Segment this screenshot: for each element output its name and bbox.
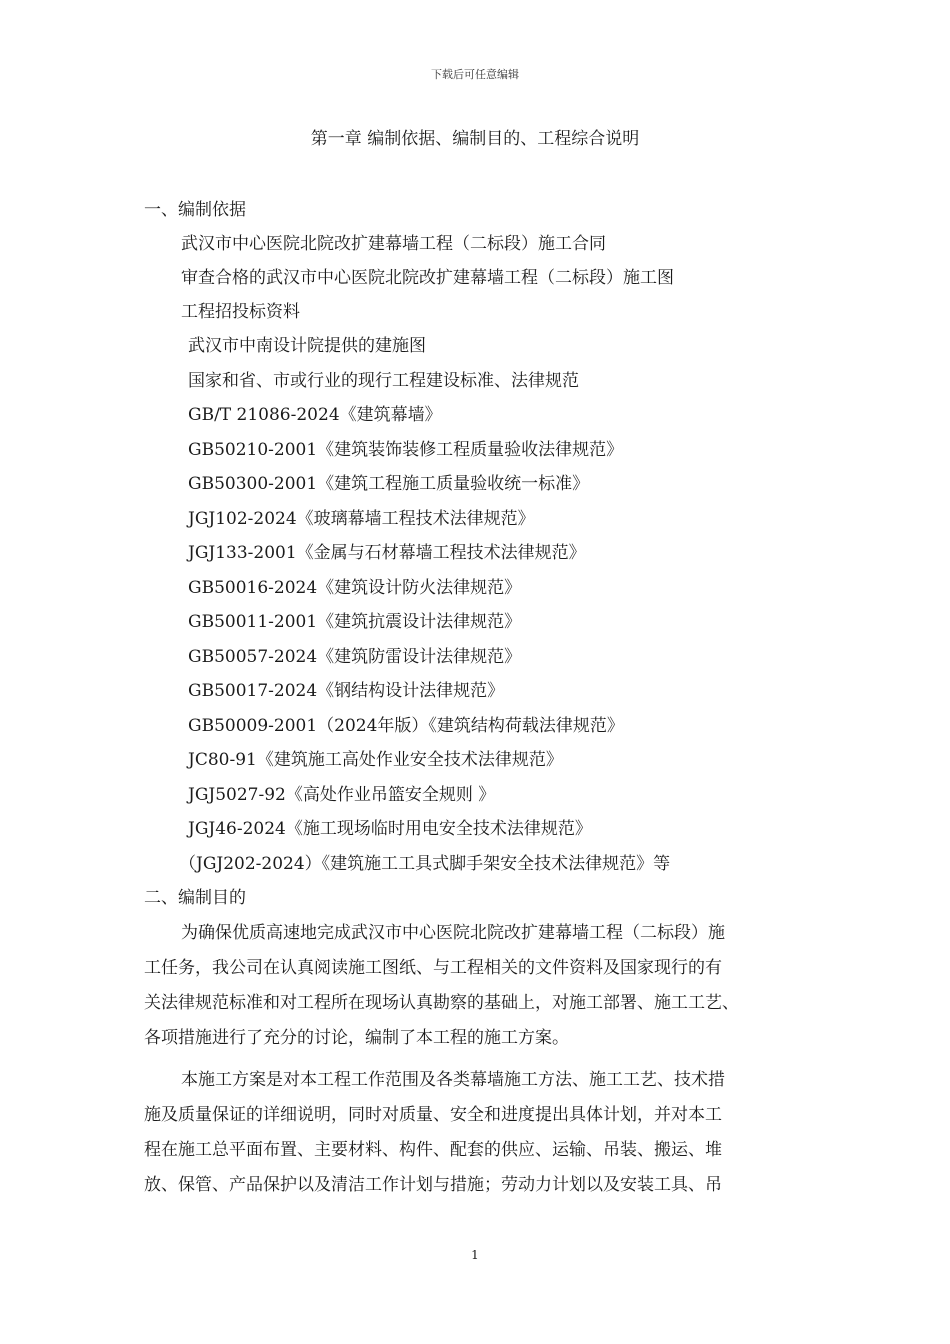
- standard-item: （JGJ202-2024）《建筑施工工具式脚手架安全技术法律规范》等: [179, 854, 671, 874]
- standard-item: GB50057-2024《建筑防雷设计法律规范》: [188, 647, 522, 667]
- standard-item: GB50017-2024《钢结构设计法律规范》: [188, 681, 505, 701]
- standard-item: GB50011-2001《建筑抗震设计法律规范》: [188, 612, 522, 632]
- paragraph-line: 放、保管、产品保护以及清洁工作计划与措施；劳动力计划以及安装工具、吊: [144, 1175, 722, 1195]
- basis-item: 武汉市中南设计院提供的建施图: [188, 336, 426, 356]
- paragraph-line: 本施工方案是对本工程工作范围及各类幕墙施工方法、施工工艺、技术措: [181, 1070, 725, 1090]
- basis-item: 武汉市中心医院北院改扩建幕墙工程（二标段）施工合同: [181, 234, 606, 254]
- standard-item: GB50016-2024《建筑设计防火法律规范》: [188, 578, 522, 598]
- chapter-title: 第一章 编制依据、编制目的、工程综合说明: [310, 129, 640, 149]
- standard-item: GB50300-2001《建筑工程施工质量验收统一标准》: [188, 474, 590, 494]
- paragraph-line: 施及质量保证的详细说明，同时对质量、安全和进度提出具体计划，并对本工: [144, 1105, 722, 1125]
- standard-item: JGJ5027-92《高处作业吊篮安全规则 》: [188, 785, 496, 805]
- basis-item: 工程招投标资料: [181, 302, 300, 322]
- standard-item: JGJ133-2001《金属与石材幕墙工程技术法律规范》: [188, 543, 586, 563]
- paragraph-line: 为确保优质高速地完成武汉市中心医院北院改扩建幕墙工程（二标段）施: [181, 923, 725, 943]
- basis-item: 审查合格的武汉市中心医院北院改扩建幕墙工程（二标段）施工图: [181, 268, 674, 288]
- paragraph-line: 工任务，我公司在认真阅读施工图纸、与工程相关的文件资料及国家现行的有: [144, 958, 722, 978]
- paragraph-line: 关法律规范标准和对工程所在现场认真勘察的基础上，对施工部署、施工工艺、: [144, 993, 739, 1013]
- standard-item: GB/T 21086-2024《建筑幕墙》: [188, 405, 442, 425]
- section-heading: 一、编制依据: [144, 200, 246, 220]
- standard-item: GB50210-2001《建筑装饰装修工程质量验收法律规范》: [188, 440, 624, 460]
- header-note: 下载后可任意编辑: [431, 68, 519, 81]
- standard-item: JGJ46-2024《施工现场临时用电安全技术法律规范》: [188, 819, 592, 839]
- standard-item: JC80-91《建筑施工高处作业安全技术法律规范》: [188, 750, 563, 770]
- page-number: 1: [471, 1248, 479, 1262]
- section-heading: 二、编制目的: [144, 888, 246, 908]
- basis-item: 国家和省、市或行业的现行工程建设标准、法律规范: [188, 371, 579, 391]
- paragraph-line: 各项措施进行了充分的讨论，编制了本工程的施工方案。: [144, 1028, 569, 1048]
- standard-item: JGJ102-2024《玻璃幕墙工程技术法律规范》: [188, 509, 535, 529]
- paragraph-line: 程在施工总平面布置、主要材料、构件、配套的供应、运输、吊装、搬运、堆: [144, 1140, 722, 1160]
- standard-item: GB50009-2001（2024年版）《建筑结构荷载法律规范》: [188, 716, 624, 736]
